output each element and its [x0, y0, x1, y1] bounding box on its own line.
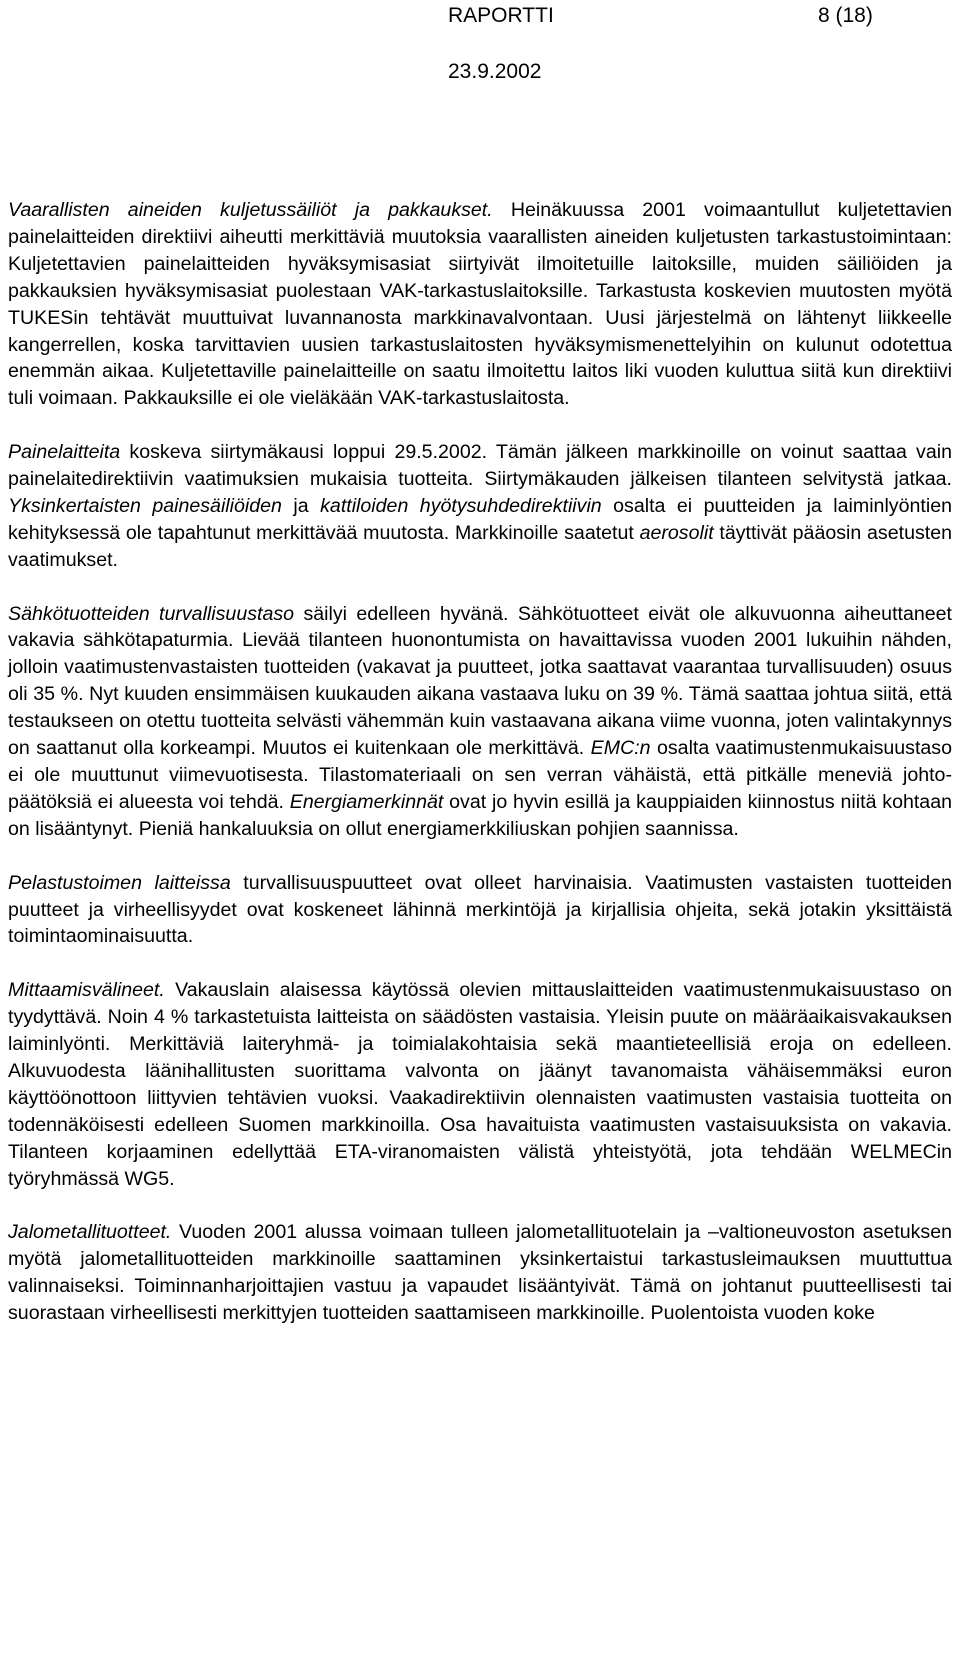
paragraph-lead: Vaarallisten aineiden kuljetussäiliöt ja pakkaukset.	[8, 199, 493, 221]
paragraph-text: osalta ei puutteiden ja laiminlyöntien kehityksessä ole tapahtunut merkittävää muutosta. Markkinoille saatetut	[8, 494, 952, 544]
paragraph-text: turvallisuuspuutteet ovat olleet harvinaisia. Vaatimusten vastaisten tuotteiden puutteet ja virheellisyydet ovat koskeneet lähinnä merkintöjä ja kirjallisia ohjeita, sekä jotakin yksittäistä toimintaominaisuutta.	[8, 871, 952, 948]
paragraph-lead: Sähkötuotteiden turvallisuustaso	[8, 602, 295, 625]
paragraph-pressure-equipment	[8, 439, 952, 574]
emphasis: aerosolit	[639, 521, 714, 544]
paragraph-lead: Jalometallituotteet.	[8, 1221, 172, 1244]
paragraph-electrical-safety	[8, 601, 952, 843]
paragraph-text: säilyi edelleen hyvänä. Sähkötuotteet eivät ole alkuvuonna aiheuttaneet vakavia sähkötapaturmia. Lievää tilanteen huonontumista on havaittavissa vuoden 2001 lukuihin nähden, jolloin vaatimustenvastaisten tuotteiden (vakavat ja puutteet, jotka saattavat vaarantaa turvallisuuden) osuus oli 35 %. Nyt kuuden ensimmäisen kuukauden aikana vastaava luku on 39 %. Tämä saattaa johtua siitä, että testaukseen on otettu tuotteita selvästi vähemmän kuin vastaavana aikana viime vuonna, joten valintakynnys on saattanut olla korkeampi. Muutos ei kuitenkaan ole merkittävä.	[8, 602, 952, 760]
paragraph-text: Heinäkuussa 2001 voimaantullut kuljetettavien painelaitteiden direktiivi aiheutti merkittäviä muutoksia vaarallisten aineiden kuljetusten tarkastustoimintaan: Kuljetettavien painelaitteiden hyväksymisasiat siirtyivät ilmoitetuille laitoksille, muiden säiliöiden ja pakkauksien hyväksymisasiat puolestaan VAK-tarkastuslaitoksille. Tarkastusta koskevien muutosten myötä TUKESin tehtävät muuttuivat luvannanosta markkinavalvontaan. Uusi järjestelmä on lähtenyt liikkeelle kangerrellen, koska tarvittavien uusien tarkastuslaitosten hyväksymismenettelyihin on kulunut odotettua enemmän aikaa. Kuljetettaville painelaitteille on saatu ilmoitettu laitos liki vuoden kuluttua siitä kun direktiivi tuli voimaan. Pakkauksille ei ole vieläkään VAK-tarkastuslaitosta.	[8, 199, 952, 410]
paragraph-text: täyttivät pääosin asetusten vaatimukset.	[8, 521, 953, 571]
paragraph-text: Vakauslain alaisessa käytössä olevien mittauslaitteiden vaatimustenmukaisuustaso on tyydyttävä. Noin 4 % tarkastetuista laitteista on säädösten vastaisia. Yleisin puute on määräaikaisvakauksen laiminlyönti. Merkittäviä laiteryhmä- ja toimialakohtaisia sekä maantieteellisiä eroja on edelleen. Alkuvuodesta läänihallitusten suorittama valvonta on jäänyt tavanomaista vähäisemmäksi euron käyttöönottoon liittyvien tehtävien vuoksi. Vaakadirektiivin olennaisten vaatimusten vastaisia tuotteita on todennäköisesti edelleen Suomen markkinoilla. Osa havaituista vaatimusten vastaisuuksista on vakavia. Tilanteen korjaaminen edellyttää ETA-viranomaisten välistä yhteistyötä, jota tehdään WELMECin työryhmässä WG5.	[8, 979, 952, 1190]
paragraph-text: koskeva siirtymäkausi loppui 29.5.2002. Tämän jälkeen markkinoille on voinut saattaa vain painelaitedirektiivin vaatimuksien mukaisia tuotteita. Siirtymäkauden jälkeisen tilanteen selvitystä jatkaa.	[8, 441, 952, 491]
emphasis: Yksinkertaisten painesäiliöiden	[8, 494, 282, 517]
paragraph-dangerous-goods	[8, 197, 952, 412]
paragraph-lead: Pelastustoimen laitteissa	[8, 871, 231, 894]
emphasis: kattiloiden hyötysuhdedirektiivin	[320, 494, 602, 517]
paragraph-text: ja	[281, 494, 321, 517]
page-header	[0, 4, 960, 83]
paragraph-text: osalta vaatimustenmukaisuustaso ei ole muuttunut viimevuotisesta. Tilastomateriaali on sen verran vähäistä, että pitkälle meneviä johtopäätöksiä ei alueesta voi tehdä.	[8, 737, 952, 813]
paragraph-rescue-equipment	[8, 870, 952, 951]
paragraph-lead: Mittaamisvälineet.	[8, 979, 165, 1002]
paragraph-lead: Painelaitteita	[8, 441, 121, 464]
paragraph-precious-metals	[8, 1219, 952, 1327]
paragraph-text: Vuoden 2001 alussa voimaan tulleen jalometallituotelain ja –valtioneuvoston asetuksen myötä jalometallituotteiden markkinoille saattaminen yksinkertaistui tarkastusleimauksen muuttuttua valinnaiseksi. Toiminnanharjoittajien vastuu ja vapaudet lisääntyivät. Tämä on johtanut puutteellisesti tai suorastaan virheellisesti merkittyjen tuotteiden saattamiseen markkinoille. Puolentoista vuoden koke	[8, 1221, 952, 1325]
report-date: 23.9.2002	[448, 60, 542, 83]
report-label: RAPORTTI	[448, 4, 554, 27]
emphasis: EMC:n	[590, 737, 651, 760]
report-body	[8, 197, 952, 1354]
paragraph-text: ovat jo hyvin esillä ja kauppiaiden kiinnostus niitä kohtaan on lisääntynyt. Pieniä hankaluuksia on ollut energiamerkkiliuskan pohjien saannissa.	[8, 790, 952, 840]
emphasis: Energiamerkinnät	[289, 790, 444, 813]
page-number: 8 (18)	[818, 4, 873, 27]
paragraph-measuring-instruments	[8, 977, 952, 1192]
